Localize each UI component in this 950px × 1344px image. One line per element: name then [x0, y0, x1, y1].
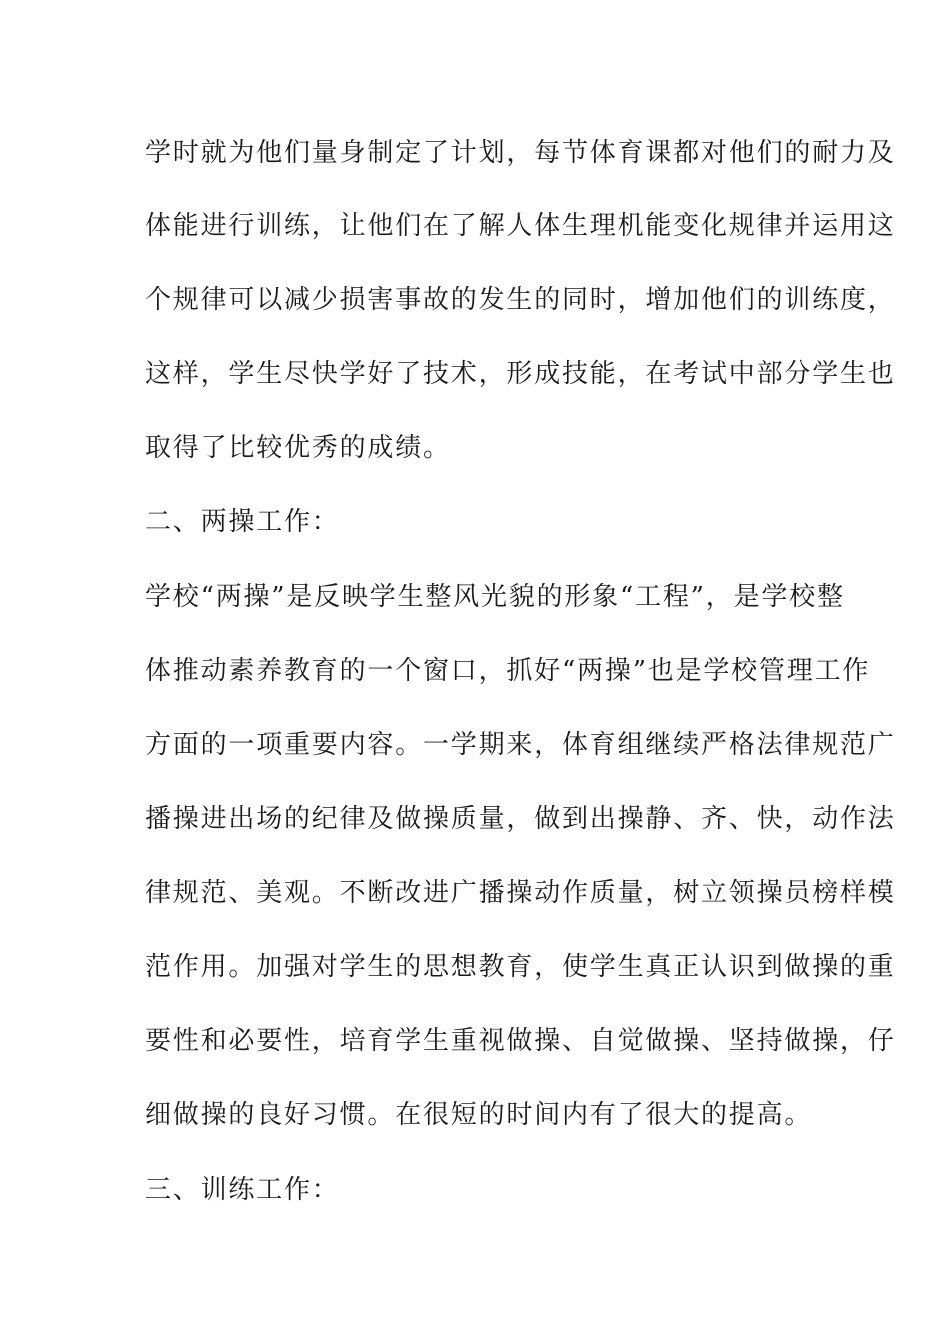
paragraph-line: 要性和必要性，培育学生重视做操、自觉做操、坚持做操，仔: [145, 1026, 896, 1056]
paragraph-line: 这样，学生尽快学好了技术，形成技能，在考试中部分学生也: [145, 359, 896, 389]
paragraph-line: 播操进出场的纪律及做操质量，做到出操静、齐、快，动作法: [145, 804, 896, 834]
paragraph-line: 体推动素养教育的一个窗口，抓好“两操”也是学校管理工作: [145, 656, 871, 686]
paragraph-line: 取得了比较优秀的成绩。: [145, 433, 451, 463]
paragraph-line: 学校“两操”是反映学生整风光貌的形象“工程”，是学校整: [145, 582, 845, 612]
section-heading: 三、训练工作：: [145, 1175, 340, 1205]
paragraph-line: 个规律可以减少损害事故的发生的同时，增加他们的训练度，: [145, 285, 896, 315]
paragraph-line: 细做操的良好习惯。在很短的时间内有了很大的提高。: [145, 1100, 813, 1130]
section-heading: 二、两操工作：: [145, 507, 340, 537]
paragraph-line: 律规范、美观。不断改进广播操动作质量，树立领操员榜样模: [145, 878, 896, 908]
paragraph-line: 学时就为他们量身制定了计划，每节体育课都对他们的耐力及: [145, 138, 896, 168]
paragraph-line: 体能进行训练，让他们在了解人体生理机能变化规律并运用这: [145, 211, 896, 241]
paragraph-line: 方面的一项重要内容。一学期来，体育组继续严格法律规范广: [145, 730, 896, 760]
paragraph-line: 范作用。加强对学生的思想教育，使学生真正认识到做操的重: [145, 952, 896, 982]
